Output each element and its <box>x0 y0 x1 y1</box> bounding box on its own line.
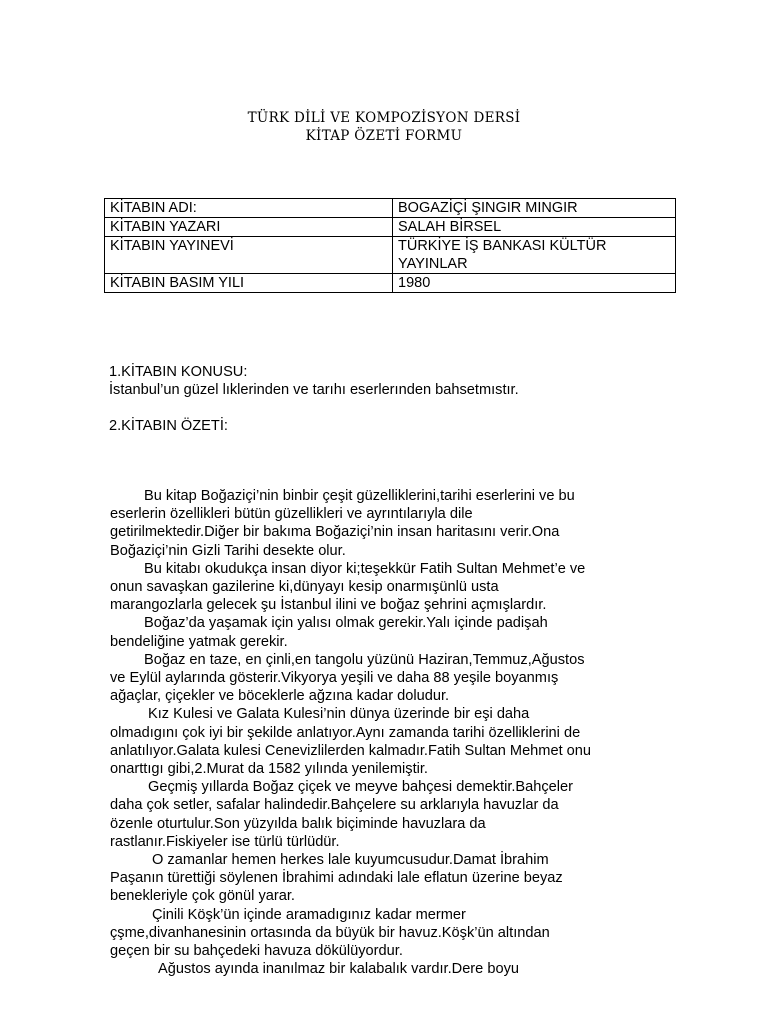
summary-line: daha çok setler, safalar halindedir.Bahçelere su arklarıyla havuzlar da <box>110 797 559 814</box>
summary-line: geçen bir su bahçedeki havuza dökülüyordur. <box>110 943 403 960</box>
table-row <box>105 237 676 274</box>
summary-line: rastlanır.Fiskiyeler ise türlü türlüdür. <box>110 833 340 850</box>
book-author-label: KİTABIN YAZARI <box>105 218 393 237</box>
summary-line: marangozlarla gelecek şu İstanbul ilini ve boğaz şehrini açmışlardır. <box>110 597 547 614</box>
summary-line: Boğaz en taze, en çinli,en tangolu yüzünü Haziran,Temmuz,Ağustos <box>144 651 585 668</box>
book-name-value: BOGAZİÇİ ŞINGIR MINGIR <box>393 199 676 218</box>
summary-line: özenle oturtulur.Son yüzyılda balık biçiminde havuzlara da <box>110 815 486 832</box>
summary-line: Geçmiş yıllarda Boğaz çiçek ve meyve bahçesi demektir.Bahçeler <box>148 779 574 796</box>
document-title: TÜRK DİLİ VE KOMPOZİSYON DERSİ <box>247 110 521 126</box>
section-subject <box>109 363 519 399</box>
summary-line: çşme,divanhanesinin ortasında da büyük bir havuz.Köşk’ün altından <box>110 924 550 941</box>
section-summary-heading: 2.KİTABIN ÖZETİ: <box>109 418 228 434</box>
book-publisher-value-line2: YAYINLAR <box>398 256 468 272</box>
summary-line: benekleriyle çok gönül yarar. <box>110 888 295 905</box>
book-publisher-label: KİTABIN YAYINEVİ <box>105 237 393 274</box>
summary-line: O zamanlar hemen herkes lale kuyumcusudur.Damat İbrahim <box>152 852 549 869</box>
summary-line: Paşanın türettiği söylenen İbrahimi adındaki lale eflatun üzerine beyaz <box>110 870 563 887</box>
summary-line: Boğaz’da yaşamak için yalısı olmak gerekir.Yalı içinde padişah <box>144 615 548 632</box>
summary-line: olmadıgını çok iyi bir şekilde anlatıyor.Aynı zamanda tarihi özelliklerini de <box>110 724 581 741</box>
table-row <box>105 274 676 293</box>
summary-line: ağaçlar, çiçekler ve böceklerle ağzına kadar doludur. <box>110 688 450 705</box>
book-publisher-value-cell <box>393 237 676 274</box>
book-info-table <box>104 198 676 293</box>
summary-line: bendeliğine yatmak gerekir. <box>110 633 288 650</box>
book-author-value: SALAH BİRSEL <box>393 218 676 237</box>
book-year-label: KİTABIN BASIM YILI <box>105 274 393 293</box>
summary-line: getirilmektedir.Diğer bir bakıma Boğaziçi’nin insan haritasını verir.Ona <box>110 524 560 541</box>
table-row <box>105 199 676 218</box>
book-name-label: KİTABIN ADI: <box>105 199 393 218</box>
summary-line: Kız Kulesi ve Galata Kulesi’nin dünya üzerinde bir eşi daha <box>148 706 530 723</box>
summary-line: anlatılıyor.Galata kulesi Cenevizlilerden kalmadır.Fatih Sultan Mehmet onu <box>110 742 592 759</box>
summary-line: Bu kitap Boğaziçi’nin binbir çeşit güzelliklerini,tarihi eserlerini ve bu <box>144 488 575 504</box>
summary-line: onarttıgı gibi,2.Murat da 1582 yılında yenilemiştir. <box>110 761 428 778</box>
summary-line: Bu kitabı okudukça insan diyor ki;teşekkür Fatih Sultan Mehmet’e ve <box>144 560 586 577</box>
summary-line: Ağustos ayında inanılmaz bir kalabalık vardır.Dere boyu <box>158 961 519 978</box>
document-subtitle: KİTAP ÖZETİ FORMU <box>305 128 463 144</box>
summary-line: Boğaziçi’nin Gizli Tarihi desekte olur. <box>110 542 346 559</box>
summary-line: Çinili Köşk’ün içinde aramadıgınız kadar mermer <box>152 906 466 923</box>
book-year-value: 1980 <box>393 274 676 293</box>
summary-line: eserlerin özellikleri bütün güzellikleri ve ayrıntılarıyla dile <box>110 506 473 523</box>
summary-line: ve Eylül aylarında gösterir.Vikyorya yeşili ve daha 88 yeşile boyanmış <box>110 670 559 687</box>
section-subject-text: İstanbul’un güzel lıklerinden ve tarıhı eserlerınden bahsetmıstır. <box>109 382 519 398</box>
summary-text <box>110 487 670 978</box>
summary-line: onun savaşkan gazilerine ki,dünyayı kesip onarmışünlü usta <box>110 579 499 596</box>
section-subject-heading: 1.KİTABIN KONUSU: <box>109 364 248 380</box>
book-publisher-value: TÜRKİYE İŞ BANKASI KÜLTÜR <box>398 238 607 254</box>
table-row <box>105 218 676 237</box>
